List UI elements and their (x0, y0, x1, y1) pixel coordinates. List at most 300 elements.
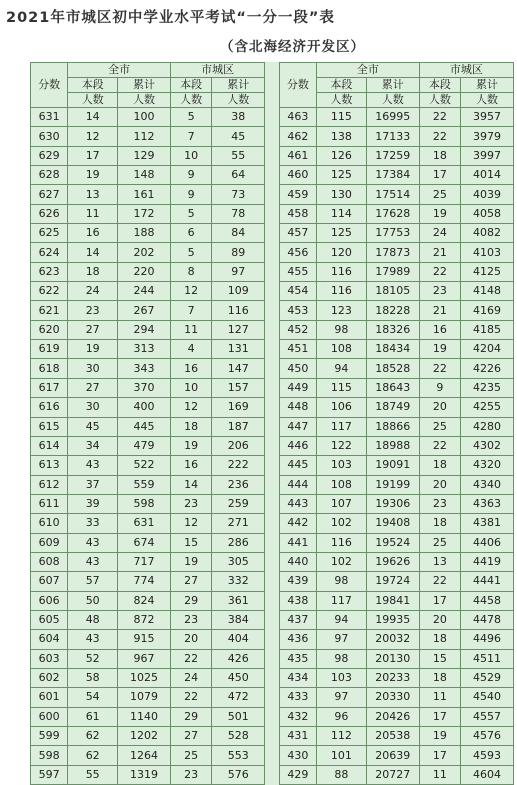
table-cell: 4169 (461, 301, 514, 320)
header-urban-right: 市城区 (419, 63, 513, 78)
table-cell: 16 (170, 359, 211, 378)
table-cell: 19626 (366, 552, 419, 571)
table-cell: 4014 (461, 166, 514, 185)
table-row (31, 475, 514, 494)
header-cum-top: 累计 (118, 78, 171, 93)
header-cum-top: 累计 (461, 78, 514, 93)
table-cell: 19 (419, 340, 460, 359)
table-cell: 286 (212, 533, 265, 552)
table-cell: 94 (317, 359, 367, 378)
table-cell: 147 (212, 359, 265, 378)
table-cell: 17753 (366, 224, 419, 243)
table-row (31, 417, 514, 436)
header-seg-bottom: 人数 (68, 93, 118, 108)
table-cell: 244 (118, 282, 171, 301)
table-cell: 559 (118, 475, 171, 494)
table-gap (265, 514, 280, 533)
table-cell: 450 (279, 359, 316, 378)
table-cell: 22 (419, 262, 460, 281)
table-cell: 4226 (461, 359, 514, 378)
table-cell: 609 (31, 533, 68, 552)
table-cell: 52 (68, 649, 118, 668)
table-cell: 4148 (461, 282, 514, 301)
table-row (31, 436, 514, 455)
table-cell: 18228 (366, 301, 419, 320)
table-gap (265, 591, 280, 610)
table-gap (265, 398, 280, 417)
table-cell: 138 (317, 127, 367, 146)
table-cell: 5 (170, 204, 211, 223)
table-cell: 116 (317, 533, 367, 552)
table-gap (265, 243, 280, 262)
table-cell: 431 (279, 727, 316, 746)
table-cell: 16 (419, 320, 460, 339)
table-cell: 601 (31, 688, 68, 707)
table-gap (265, 494, 280, 513)
table-cell: 628 (31, 166, 68, 185)
table-cell: 607 (31, 572, 68, 591)
table-gap (265, 436, 280, 455)
table-cell: 16 (68, 224, 118, 243)
table-cell: 501 (212, 707, 265, 726)
table-cell: 64 (212, 166, 265, 185)
table-cell: 1319 (118, 765, 171, 784)
table-cell: 9 (170, 166, 211, 185)
table-cell: 4103 (461, 243, 514, 262)
table-cell: 172 (118, 204, 171, 223)
table-cell: 619 (31, 340, 68, 359)
table-cell: 19841 (366, 591, 419, 610)
table-cell: 236 (212, 475, 265, 494)
table-cell: 78 (212, 204, 265, 223)
header-seg-top: 本段 (419, 78, 460, 93)
table-gap (265, 552, 280, 571)
table-cell: 22 (419, 572, 460, 591)
table-gap (265, 746, 280, 765)
table-cell: 605 (31, 610, 68, 629)
header-seg-bottom: 人数 (170, 93, 211, 108)
table-cell: 126 (317, 146, 367, 165)
table-cell: 24 (170, 668, 211, 687)
table-cell: 19 (68, 166, 118, 185)
table-cell: 604 (31, 630, 68, 649)
table-cell: 440 (279, 552, 316, 571)
table-cell: 25 (419, 185, 460, 204)
table-cell: 4 (170, 340, 211, 359)
table-cell: 625 (31, 224, 68, 243)
table-cell: 12 (170, 514, 211, 533)
table-gap (265, 166, 280, 185)
table-cell: 332 (212, 572, 265, 591)
table-cell: 148 (118, 166, 171, 185)
table-cell: 915 (118, 630, 171, 649)
table-row (31, 262, 514, 281)
table-cell: 116 (212, 301, 265, 320)
table-gap (265, 456, 280, 475)
table-cell: 98 (317, 572, 367, 591)
table-cell: 23 (419, 494, 460, 513)
table-cell: 602 (31, 668, 68, 687)
table-cell: 4280 (461, 417, 514, 436)
table-cell: 717 (118, 552, 171, 571)
table-cell: 12 (170, 398, 211, 417)
table-cell: 55 (212, 146, 265, 165)
table-cell: 206 (212, 436, 265, 455)
table-cell: 57 (68, 572, 118, 591)
table-cell: 4204 (461, 340, 514, 359)
table-cell: 97 (317, 688, 367, 707)
table-cell: 8 (170, 262, 211, 281)
table-cell: 370 (118, 378, 171, 397)
table-gap (265, 610, 280, 629)
table-cell: 18988 (366, 436, 419, 455)
table-cell: 115 (317, 108, 367, 127)
table-cell: 11 (419, 765, 460, 784)
table-cell: 20727 (366, 765, 419, 784)
table-cell: 23 (68, 301, 118, 320)
table-row (31, 282, 514, 301)
table-cell: 343 (118, 359, 171, 378)
table-cell: 4529 (461, 668, 514, 687)
table-row (31, 146, 514, 165)
table-cell: 437 (279, 610, 316, 629)
table-cell: 441 (279, 533, 316, 552)
table-cell: 19 (170, 436, 211, 455)
table-cell: 450 (212, 668, 265, 687)
table-gap (265, 649, 280, 668)
header-city-all-right: 全市 (317, 63, 420, 78)
page-subtitle: （含北海经济开发区） (220, 39, 365, 55)
table-gap (265, 108, 280, 127)
table-cell: 774 (118, 572, 171, 591)
table-cell: 94 (317, 610, 367, 629)
table-cell: 84 (212, 224, 265, 243)
table-cell: 98 (317, 649, 367, 668)
table-cell: 25 (170, 746, 211, 765)
table-cell: 271 (212, 514, 265, 533)
table-row (31, 398, 514, 417)
table-cell: 114 (317, 204, 367, 223)
table-cell: 107 (317, 494, 367, 513)
table-gap (265, 320, 280, 339)
table-cell: 612 (31, 475, 68, 494)
table-cell: 13 (419, 552, 460, 571)
table-cell: 3979 (461, 127, 514, 146)
table-cell: 17133 (366, 127, 419, 146)
table-cell: 130 (317, 185, 367, 204)
table-row (31, 359, 514, 378)
table-cell: 10 (170, 146, 211, 165)
table-cell: 610 (31, 514, 68, 533)
table-cell: 18643 (366, 378, 419, 397)
table-cell: 19199 (366, 475, 419, 494)
table-row (31, 243, 514, 262)
table-cell: 33 (68, 514, 118, 533)
header-seg-top: 本段 (170, 78, 211, 93)
table-row (31, 514, 514, 533)
header-seg-bottom: 人数 (419, 93, 460, 108)
table-row (31, 649, 514, 668)
table-cell: 455 (279, 262, 316, 281)
table-cell: 463 (279, 108, 316, 127)
table-cell: 452 (279, 320, 316, 339)
table-cell: 600 (31, 707, 68, 726)
table-cell: 23 (419, 282, 460, 301)
table-cell: 4381 (461, 514, 514, 533)
table-cell: 615 (31, 417, 68, 436)
table-cell: 4039 (461, 185, 514, 204)
table-cell: 9 (170, 185, 211, 204)
table-cell: 112 (317, 727, 367, 746)
table-cell: 5 (170, 243, 211, 262)
table-cell: 54 (68, 688, 118, 707)
table-gap (265, 417, 280, 436)
table-cell: 222 (212, 456, 265, 475)
table-row (31, 727, 514, 746)
table-cell: 458 (279, 204, 316, 223)
table-cell: 106 (317, 398, 367, 417)
table-cell: 27 (170, 572, 211, 591)
header-cum-bottom: 人数 (212, 93, 265, 108)
table-gap (265, 185, 280, 204)
table-cell: 27 (68, 320, 118, 339)
table-cell: 4125 (461, 262, 514, 281)
table-gap (265, 224, 280, 243)
header-cum-bottom: 人数 (366, 93, 419, 108)
table-cell: 58 (68, 668, 118, 687)
header-cum-bottom: 人数 (461, 93, 514, 108)
table-cell: 4320 (461, 456, 514, 475)
table-cell: 62 (68, 746, 118, 765)
table-cell: 17 (419, 707, 460, 726)
table-cell: 18 (419, 668, 460, 687)
table-cell: 19935 (366, 610, 419, 629)
table-gap (265, 688, 280, 707)
table-cell: 22 (170, 649, 211, 668)
table-cell: 30 (68, 398, 118, 417)
table-row (31, 301, 514, 320)
table-cell: 16995 (366, 108, 419, 127)
table-cell: 4540 (461, 688, 514, 707)
table-cell: 120 (317, 243, 367, 262)
table-row (31, 765, 514, 784)
table-gap (265, 572, 280, 591)
header-cum-bottom: 人数 (118, 93, 171, 108)
table-cell: 19724 (366, 572, 419, 591)
table-cell: 202 (118, 243, 171, 262)
table-gap (265, 262, 280, 281)
table-row (31, 185, 514, 204)
table-cell: 18326 (366, 320, 419, 339)
table-cell: 434 (279, 668, 316, 687)
table-cell: 598 (118, 494, 171, 513)
table-cell: 17 (419, 166, 460, 185)
table-cell: 1079 (118, 688, 171, 707)
table-cell: 4441 (461, 572, 514, 591)
table-cell: 27 (68, 378, 118, 397)
table-cell: 116 (317, 262, 367, 281)
table-cell: 18 (68, 262, 118, 281)
table-cell: 472 (212, 688, 265, 707)
table-row (31, 108, 514, 127)
table-cell: 4604 (461, 765, 514, 784)
table-cell: 631 (31, 108, 68, 127)
table-cell: 157 (212, 378, 265, 397)
table-row (31, 552, 514, 571)
table-cell: 18434 (366, 340, 419, 359)
table-cell: 1264 (118, 746, 171, 765)
table-gap (265, 765, 280, 784)
table-cell: 621 (31, 301, 68, 320)
table-cell: 88 (317, 765, 367, 784)
table-cell: 98 (317, 320, 367, 339)
table-cell: 613 (31, 456, 68, 475)
table-cell: 824 (118, 591, 171, 610)
table-cell: 620 (31, 320, 68, 339)
table-cell: 19 (170, 552, 211, 571)
table-cell: 20426 (366, 707, 419, 726)
table-cell: 462 (279, 127, 316, 146)
table-cell: 598 (31, 746, 68, 765)
table-cell: 461 (279, 146, 316, 165)
table-row (31, 668, 514, 687)
table-cell: 188 (118, 224, 171, 243)
table-cell: 20 (419, 398, 460, 417)
table-cell: 4340 (461, 475, 514, 494)
table-cell: 43 (68, 533, 118, 552)
table-cell: 103 (317, 668, 367, 687)
table-cell: 7 (170, 301, 211, 320)
table-row (31, 378, 514, 397)
table-cell: 459 (279, 185, 316, 204)
table-cell: 34 (68, 436, 118, 455)
table-row (31, 746, 514, 765)
table-cell: 3997 (461, 146, 514, 165)
table-cell: 19091 (366, 456, 419, 475)
table-row (31, 340, 514, 359)
table-cell: 442 (279, 514, 316, 533)
table-cell: 599 (31, 727, 68, 746)
table-cell: 18 (419, 456, 460, 475)
table-cell: 603 (31, 649, 68, 668)
table-cell: 4255 (461, 398, 514, 417)
table-cell: 25 (419, 417, 460, 436)
table-cell: 528 (212, 727, 265, 746)
table-cell: 4302 (461, 436, 514, 455)
table-cell: 29 (170, 591, 211, 610)
table-cell: 20538 (366, 727, 419, 746)
header-score-left: 分数 (31, 63, 68, 108)
table-cell: 21 (419, 243, 460, 262)
table-cell: 169 (212, 398, 265, 417)
table-cell: 19 (419, 727, 460, 746)
header-urban-left: 市城区 (170, 63, 264, 78)
table-row (31, 707, 514, 726)
table-row (31, 688, 514, 707)
table-cell: 611 (31, 494, 68, 513)
table-cell: 24 (68, 282, 118, 301)
table-cell: 624 (31, 243, 68, 262)
table-gap (265, 146, 280, 165)
table-cell: 631 (118, 514, 171, 533)
table-gap (265, 707, 280, 726)
table-cell: 18105 (366, 282, 419, 301)
table-cell: 630 (31, 127, 68, 146)
table-cell: 618 (31, 359, 68, 378)
table-row (31, 591, 514, 610)
table-cell: 404 (212, 630, 265, 649)
table-cell: 674 (118, 533, 171, 552)
table-cell: 29 (170, 707, 211, 726)
table-cell: 22 (419, 436, 460, 455)
table-cell: 15 (419, 649, 460, 668)
table-cell: 436 (279, 630, 316, 649)
table-cell: 43 (68, 552, 118, 571)
table-cell: 89 (212, 243, 265, 262)
table-cell: 623 (31, 262, 68, 281)
table-cell: 30 (68, 359, 118, 378)
table-cell: 443 (279, 494, 316, 513)
table-cell: 4458 (461, 591, 514, 610)
table-cell: 17514 (366, 185, 419, 204)
table-cell: 1140 (118, 707, 171, 726)
table-gap (265, 630, 280, 649)
table-cell: 27 (170, 727, 211, 746)
table-cell: 97 (317, 630, 367, 649)
table-cell: 6 (170, 224, 211, 243)
table-cell: 456 (279, 243, 316, 262)
table-cell: 20130 (366, 649, 419, 668)
table-cell: 61 (68, 707, 118, 726)
table-row (31, 610, 514, 629)
table-cell: 45 (68, 417, 118, 436)
table-cell: 432 (279, 707, 316, 726)
table-cell: 627 (31, 185, 68, 204)
table-cell: 457 (279, 224, 316, 243)
table-row (31, 224, 514, 243)
table-cell: 96 (317, 707, 367, 726)
table-cell: 13 (68, 185, 118, 204)
table-cell: 20 (419, 610, 460, 629)
table-cell: 18866 (366, 417, 419, 436)
table-row (31, 533, 514, 552)
table-row (31, 456, 514, 475)
table-cell: 22 (419, 127, 460, 146)
table-cell: 448 (279, 398, 316, 417)
table-cell: 14 (170, 475, 211, 494)
table-cell: 14 (68, 108, 118, 127)
table-cell: 187 (212, 417, 265, 436)
table-row (31, 630, 514, 649)
score-table (30, 62, 514, 785)
table-cell: 116 (317, 282, 367, 301)
table-row (31, 494, 514, 513)
table-cell: 361 (212, 591, 265, 610)
table-cell: 23 (170, 610, 211, 629)
table-cell: 4082 (461, 224, 514, 243)
table-cell: 100 (118, 108, 171, 127)
table-cell: 4478 (461, 610, 514, 629)
table-gap (265, 63, 280, 108)
table-cell: 112 (118, 127, 171, 146)
table-cell: 4058 (461, 204, 514, 223)
table-cell: 626 (31, 204, 68, 223)
table-cell: 38 (212, 108, 265, 127)
table-row (31, 572, 514, 591)
table-row (31, 127, 514, 146)
table-cell: 20 (419, 475, 460, 494)
table-cell: 18 (419, 146, 460, 165)
